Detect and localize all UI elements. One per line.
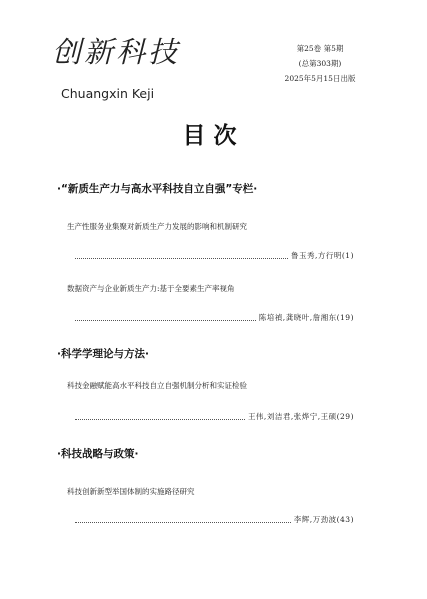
section-heading: ·科学学理论与方法· [57, 348, 149, 360]
article-authors: 李辉,万劲波 [293, 515, 337, 524]
article-page[interactable]: (29) [336, 412, 354, 421]
publish-date: 2025年5月15日出版 [284, 74, 356, 83]
issue-info [265, 41, 375, 86]
article-byline [75, 412, 354, 422]
article-byline [75, 515, 354, 525]
article-title[interactable]: 科技金融赋能高水平科技自立自强机制分析和实证检验 [67, 381, 247, 390]
volume-issue: 第25卷 第5期 [296, 44, 344, 53]
article-title[interactable]: 数据资产与企业新质生产力:基于全要素生产率视角 [67, 284, 235, 293]
authors-page [259, 312, 354, 323]
article-page[interactable]: (19) [336, 313, 354, 322]
authors-page [291, 250, 354, 261]
article-page[interactable]: (43) [336, 515, 354, 524]
article-authors: 王伟,刘洁君,张烨宁,王硕 [247, 412, 337, 421]
article-byline [75, 251, 354, 261]
dot-leader [75, 419, 245, 420]
article-title[interactable]: 科技创新新型举国体制的实施路径研究 [67, 487, 195, 496]
article-authors: 陈培禎,龚晓叶,詹湘东 [258, 313, 337, 322]
total-issue: (总第303期) [298, 59, 342, 68]
authors-page [294, 514, 354, 525]
article-page[interactable]: (1) [341, 251, 354, 260]
dot-leader [75, 258, 288, 259]
dot-leader [75, 522, 291, 523]
page-title: 目次 [182, 123, 245, 149]
article-byline [75, 313, 354, 323]
section-heading: ·科技战略与政策· [57, 448, 139, 460]
authors-page [248, 411, 354, 422]
journal-title-cn: 创新科技 [52, 35, 181, 69]
article-authors: 鲁玉秀,方行明 [290, 251, 342, 260]
section-heading: ·“新质生产力与高水平科技自立自强”专栏· [57, 183, 258, 195]
journal-title-en: Chuangxin Keji [61, 86, 155, 101]
dot-leader [75, 320, 256, 321]
article-title[interactable]: 生产性服务业集聚对新质生产力发展的影响和机制研究 [67, 222, 247, 231]
